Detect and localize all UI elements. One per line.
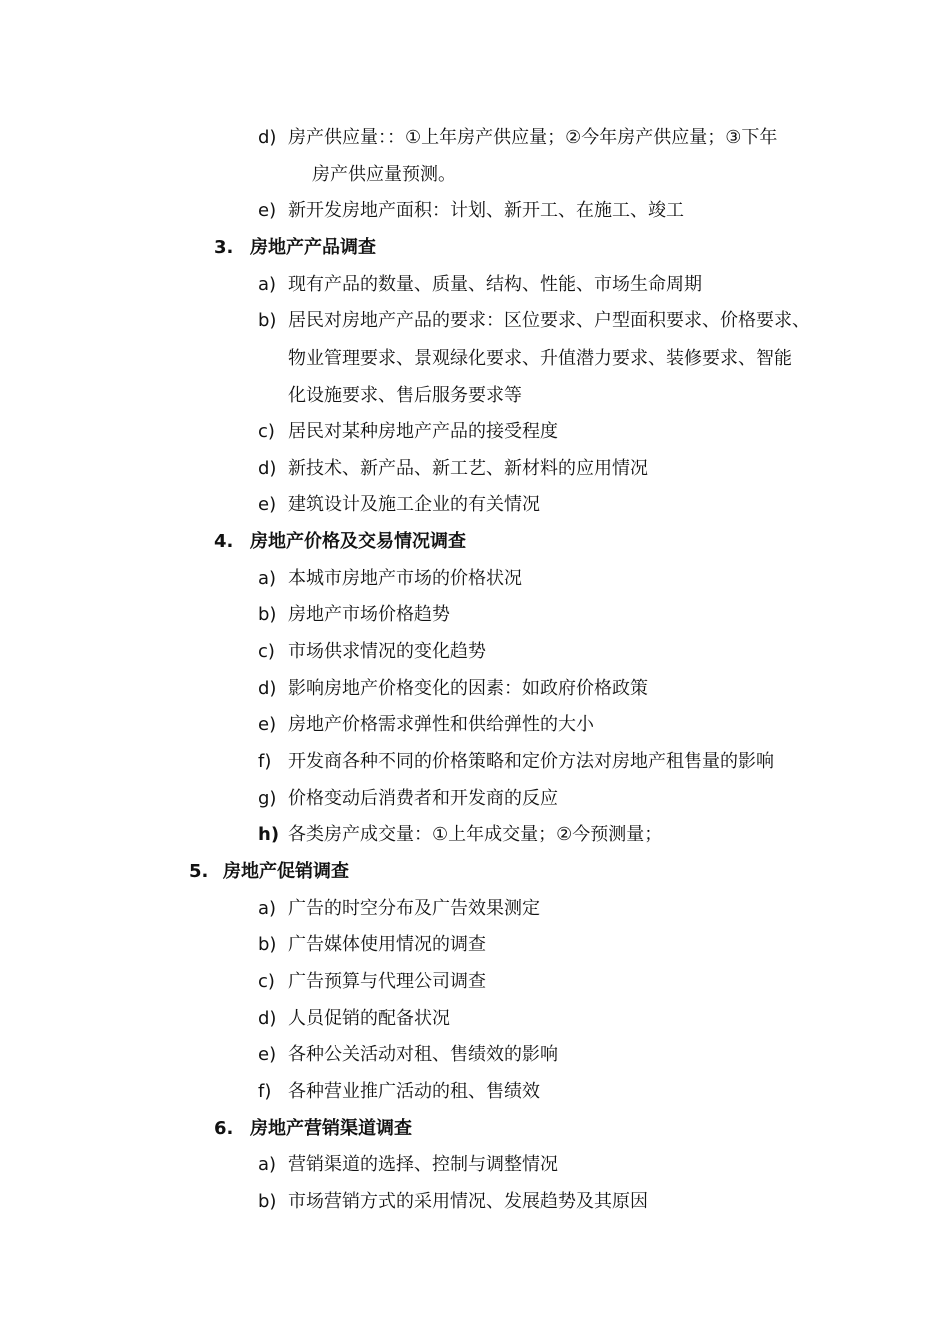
list-item-text: 各类房产成交量：①上年成交量；②今预测量； (288, 824, 663, 845)
list-marker: b) (258, 934, 277, 955)
list-marker: a) (258, 1154, 277, 1175)
list-item-text: 营销渠道的选择、控制与调整情况 (288, 1154, 558, 1175)
list-marker: h) (258, 824, 280, 845)
list-item-text: 各种营业推广活动的租、售绩效 (288, 1081, 540, 1102)
list-item-text: 新技术、新产品、新工艺、新材料的应用情况 (288, 458, 648, 479)
list-marker: f) (258, 751, 272, 772)
list-marker: d) (258, 678, 277, 699)
list-item-text: 现有产品的数量、质量、结构、性能、市场生命周期 (288, 274, 702, 295)
list-item-text: 广告的时空分布及广告效果测定 (288, 898, 540, 919)
list-item-text: 开发商各种不同的价格策略和定价方法对房地产租售量的影响 (288, 751, 774, 772)
list-marker: d) (258, 458, 277, 479)
list-item-text-continued: 房产供应量预测。 (312, 164, 456, 185)
list-item-text: 建筑设计及施工企业的有关情况 (288, 494, 540, 515)
list-marker: a) (258, 568, 277, 589)
list-item-text: 各种公关活动对租、售绩效的影响 (288, 1044, 558, 1065)
list-marker: d) (258, 1008, 277, 1029)
list-marker: e) (258, 1044, 277, 1065)
list-marker: g) (258, 788, 277, 809)
section-number: 6. (214, 1118, 234, 1139)
list-item-text: 市场供求情况的变化趋势 (288, 641, 486, 662)
section-number: 4. (214, 531, 234, 552)
list-item-text: 本城市房地产市场的价格状况 (288, 568, 522, 589)
list-marker: b) (258, 310, 277, 331)
list-item-text: 房地产价格需求弹性和供给弹性的大小 (288, 714, 594, 735)
list-item-text: 广告预算与代理公司调查 (288, 971, 486, 992)
list-item-text: 房地产市场价格趋势 (288, 604, 450, 625)
list-marker: a) (258, 274, 277, 295)
section-heading: 房地产营销渠道调查 (250, 1118, 412, 1139)
list-item-text: 人员促销的配备状况 (288, 1008, 450, 1029)
list-marker: b) (258, 1191, 277, 1212)
list-marker: c) (258, 971, 275, 992)
list-marker: e) (258, 714, 277, 735)
list-marker: c) (258, 421, 275, 442)
section-heading: 房地产产品调查 (250, 237, 376, 258)
section-heading: 房地产价格及交易情况调查 (250, 531, 466, 552)
list-marker: b) (258, 604, 277, 625)
list-marker: e) (258, 494, 277, 515)
list-item-text: 居民对房地产产品的要求：区位要求、户型面积要求、价格要求、 (288, 310, 810, 331)
list-item-text: 市场营销方式的采用情况、发展趋势及其原因 (288, 1191, 648, 1212)
list-item-text: 房产供应量：：①上年房产供应量；②今年房产供应量；③下年 (288, 127, 778, 148)
list-marker: d) (258, 127, 277, 148)
list-item-text: 新开发房地产面积：计划、新开工、在施工、竣工 (288, 200, 684, 221)
list-item-text: 价格变动后消费者和开发商的反应 (288, 788, 558, 809)
section-number: 3. (214, 237, 234, 258)
list-item-text: 居民对某种房地产产品的接受程度 (288, 421, 558, 442)
list-item-text-continued: 物业管理要求、景观绿化要求、升值潜力要求、装修要求、智能 (288, 348, 792, 369)
list-marker: e) (258, 200, 277, 221)
list-marker: f) (258, 1081, 272, 1102)
list-marker: a) (258, 898, 277, 919)
section-number: 5. (189, 861, 209, 882)
list-item-text: 影响房地产价格变化的因素：如政府价格政策 (288, 678, 648, 699)
list-marker: c) (258, 641, 275, 662)
section-heading: 房地产促销调查 (223, 861, 349, 882)
list-item-text-continued: 化设施要求、售后服务要求等 (288, 385, 522, 406)
list-item-text: 广告媒体使用情况的调查 (288, 934, 486, 955)
